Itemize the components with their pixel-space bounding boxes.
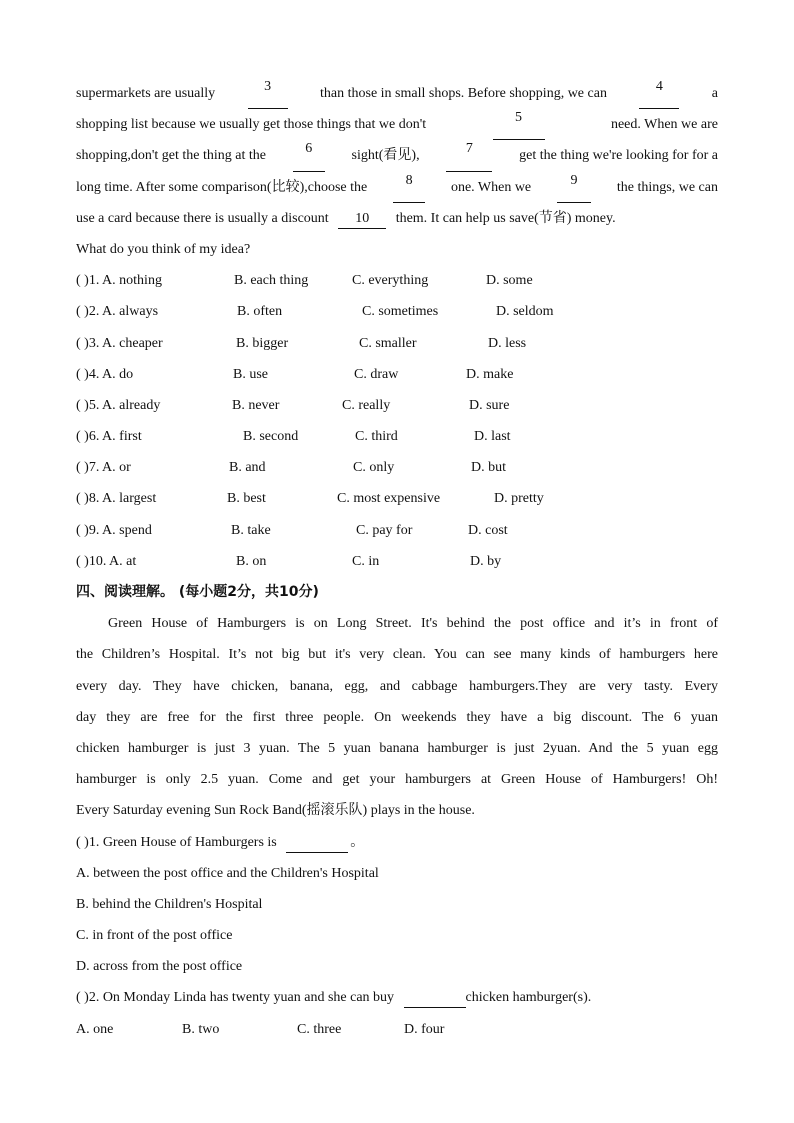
question-option-c: C. pay for — [356, 522, 413, 538]
question-option-c: C. really — [342, 397, 391, 413]
passage-line: Every Saturday evening Sun Rock Band(摇滚乐队) plays in the house. — [76, 803, 475, 819]
cloze-text: use a card because there is usually a discount — [76, 210, 329, 226]
cloze-text: the things, we can — [616, 179, 718, 195]
option-b: B. behind the Children's Hospital — [76, 896, 263, 912]
passage-line: Green House of Hamburgers is on Long Street. It's behind the post office and it’s in front of — [108, 616, 718, 632]
cloze-line-2 — [76, 109, 718, 140]
option-c: C. in front of the post office — [76, 928, 233, 944]
question-option-c: C. third — [355, 429, 398, 445]
question-option-d: D. sure — [469, 397, 510, 413]
blank-10[interactable]: 10 — [338, 210, 386, 229]
cloze-question-row — [76, 390, 718, 421]
answer-blank[interactable] — [286, 834, 348, 853]
question-option-a: ( )5. A. already — [76, 397, 161, 413]
option-a: A. one — [76, 1021, 114, 1037]
cloze-text: than those in small shops. Before shopping, we can — [320, 86, 607, 101]
cloze-text: long time. After some comparison(比较),choose the — [76, 179, 368, 195]
question-option-a: ( )8. A. largest — [76, 491, 157, 507]
cloze-question-row — [76, 328, 718, 359]
question-option-d: D. by — [470, 553, 502, 569]
option-d: D. four — [404, 1021, 445, 1037]
passage-line: day they are free for the first three people. On weekends they have a big discount. The 6 yuan — [76, 709, 718, 725]
blank-7[interactable]: 7 — [446, 140, 492, 171]
cloze-text: one. When we — [450, 179, 532, 195]
question-option-c: C. only — [353, 460, 395, 476]
option-c: C. three — [297, 1021, 342, 1037]
question-option-d: D. pretty — [494, 491, 544, 507]
cloze-question-row — [76, 515, 718, 546]
blank-3[interactable]: 3 — [248, 78, 288, 109]
question-option-a: ( )6. A. first — [76, 429, 142, 445]
cloze-line-6: What do you think of my idea? — [76, 241, 251, 257]
question-option-c: C. in — [352, 553, 380, 569]
question-option-a: ( )7. A. or — [76, 460, 131, 476]
question-option-b: B. use — [233, 366, 268, 382]
question-option-d: D. make — [466, 366, 514, 382]
question-option-d: D. seldom — [496, 304, 554, 320]
cloze-line-4 — [76, 172, 718, 203]
question-option-b: B. never — [232, 397, 280, 413]
cloze-text: shopping,don't get the thing at the — [76, 148, 266, 164]
question-stem: ( )2. On Monday Linda has twenty yuan and she can buy — [76, 990, 395, 1006]
question-option-a: ( )3. A. cheaper — [76, 335, 163, 351]
reading-question-1 — [76, 827, 718, 858]
worksheet-page — [76, 78, 718, 1045]
blank-4[interactable]: 4 — [639, 78, 679, 109]
question-option-d: D. some — [486, 273, 533, 289]
option-b: B. two — [182, 1021, 220, 1037]
question-option-c: C. most expensive — [337, 491, 441, 507]
passage-line: hamburger is only 2.5 yuan. Come and get your hamburgers at Green House of Hamburgers! Oh! — [76, 772, 718, 788]
blank-6[interactable]: 6 — [293, 140, 325, 171]
question-option-b: B. on — [236, 553, 267, 569]
question-option-a: ( )10. A. at — [76, 553, 137, 569]
cloze-text: get the thing we're looking for for a — [519, 148, 718, 164]
cloze-text: a — [711, 86, 718, 101]
question-tail: chicken hamburger(s). — [465, 990, 592, 1006]
question-option-c: C. draw — [354, 366, 399, 382]
blank-5[interactable]: 5 — [493, 109, 545, 140]
option-d: D. across from the post office — [76, 959, 243, 975]
cloze-line-3 — [76, 140, 718, 171]
answer-blank[interactable] — [404, 989, 466, 1008]
blank-8[interactable]: 8 — [393, 172, 425, 203]
cloze-question-row — [76, 265, 718, 296]
question-option-b: B. often — [237, 304, 283, 320]
question-tail: 。 — [350, 834, 365, 850]
question-option-c: C. everything — [352, 273, 429, 289]
reading-question-2 — [76, 982, 718, 1013]
cloze-text: them. It can help us save(节省) money. — [395, 210, 616, 226]
cloze-text: supermarkets are usually — [76, 86, 216, 101]
cloze-question-row — [76, 546, 718, 577]
cloze-question-row — [76, 359, 718, 390]
question-option-b: B. take — [231, 522, 271, 538]
cloze-line-5 — [76, 203, 718, 234]
question-option-b: B. best — [227, 491, 266, 507]
cloze-text: shopping list because we usually get those things that we don't — [76, 117, 427, 133]
question-option-c: C. sometimes — [362, 304, 439, 320]
section-heading: 四、阅读理解。 (每小题2分，共10分) — [76, 584, 319, 600]
passage-line: the Children’s Hospital. It’s not big but it's very clean. You can see many kinds of hamburgers here — [76, 647, 718, 663]
question-option-d: D. cost — [468, 522, 508, 538]
question-option-d: D. but — [471, 460, 506, 476]
question-option-d: D. less — [488, 335, 527, 351]
cloze-question-row — [76, 296, 718, 327]
question-option-b: B. bigger — [236, 335, 289, 351]
question-option-c: C. smaller — [359, 335, 417, 351]
reading-q2-options — [76, 1014, 718, 1045]
option-a: A. between the post office and the Children's Hospital — [76, 865, 379, 881]
cloze-question-list — [76, 265, 718, 577]
question-stem: ( )1. Green House of Hamburgers is — [76, 834, 277, 850]
question-option-a: ( )4. A. do — [76, 366, 134, 382]
question-option-b: B. and — [229, 460, 266, 476]
cloze-question-row — [76, 452, 718, 483]
question-option-a: ( )1. A. nothing — [76, 273, 162, 289]
question-option-d: D. last — [474, 429, 511, 445]
question-option-b: B. second — [243, 429, 299, 445]
cloze-text: sight(看见), — [351, 148, 420, 164]
cloze-line-1 — [76, 78, 718, 109]
cloze-question-row — [76, 483, 718, 514]
cloze-question-row — [76, 421, 718, 452]
blank-9[interactable]: 9 — [557, 172, 591, 203]
cloze-text: need. When we are — [610, 117, 718, 133]
passage-line: chicken hamburger is just 3 yuan. The 5 yuan banana hamburger is just 2yuan. And the 5 yuan egg — [76, 740, 718, 756]
question-option-a: ( )2. A. always — [76, 304, 159, 320]
question-option-b: B. each thing — [234, 273, 309, 289]
question-option-a: ( )9. A. spend — [76, 522, 152, 538]
passage-line: every day. They have chicken, banana, egg, and cabbage hamburgers.They are very tasty. Every — [76, 678, 718, 694]
